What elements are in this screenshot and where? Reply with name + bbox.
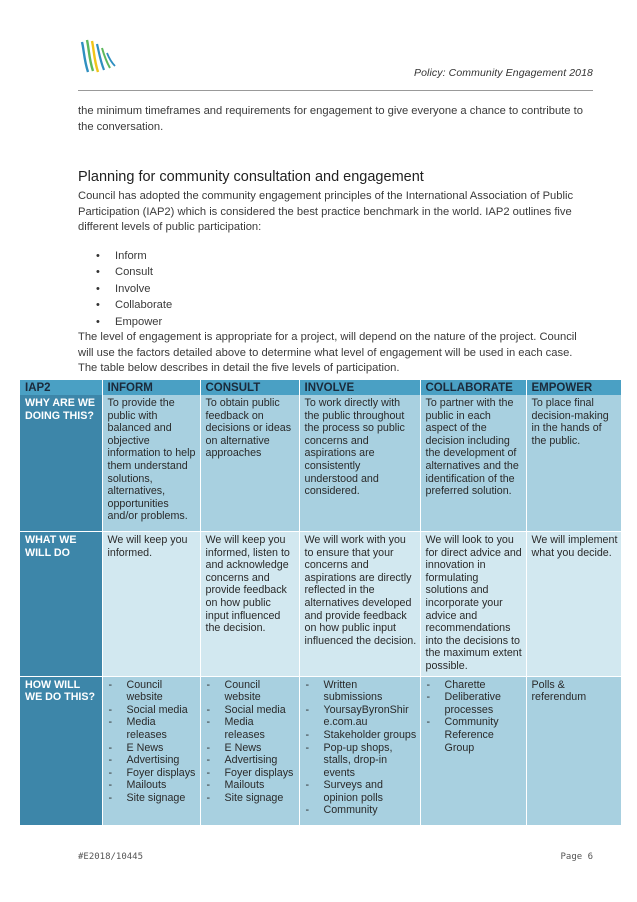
list-item: - Social media bbox=[206, 704, 296, 717]
list-item: - Site signage bbox=[108, 792, 197, 805]
list-item: - Community bbox=[305, 804, 417, 817]
list-item: - Deliberative processes bbox=[426, 691, 523, 716]
table-row bbox=[20, 395, 621, 532]
involve-methods-list bbox=[305, 679, 417, 818]
column-header: IAP2 bbox=[20, 380, 102, 395]
list-item: - Charette bbox=[426, 679, 523, 692]
table-cell: We will work with you to ensure that your concerns and aspirations are directly reflected in the alternatives developed and provide feedback on how public input influenced the decision. bbox=[299, 532, 420, 677]
list-item: - Media releases bbox=[108, 716, 197, 741]
page-content bbox=[78, 104, 593, 377]
iap2-intro-paragraph: Council has adopted the community engagement principles of the International Association of Public Participation (IAP2) which is considered the best practice benchmark in the world. IAP2 outlines five different levels of public participation: bbox=[78, 190, 574, 234]
iap2-table bbox=[20, 380, 622, 826]
table-cell bbox=[420, 676, 526, 825]
list-item: - Pop-up shops, stalls, drop-in events bbox=[305, 742, 417, 780]
row-header: HOW WILL WE DO THIS? bbox=[20, 676, 102, 825]
list-item: - Social media bbox=[108, 704, 197, 717]
consult-methods-list bbox=[206, 679, 296, 805]
table-cell: To provide the public with balanced and objective information to help them understand solutions, alternatives, opportunities and/or problems. bbox=[102, 395, 200, 532]
column-header: COLLABORATE bbox=[420, 380, 526, 395]
column-header: EMPOWER bbox=[526, 380, 621, 395]
inform-methods-list bbox=[108, 679, 197, 805]
collaborate-methods-list bbox=[426, 679, 523, 755]
table-header-row bbox=[20, 380, 621, 395]
list-item: - Surveys and opinion polls bbox=[305, 779, 417, 804]
list-item: - Advertising bbox=[206, 754, 296, 767]
table-row bbox=[20, 532, 621, 677]
header-divider bbox=[78, 90, 593, 91]
list-item: - E News bbox=[206, 742, 296, 755]
row-header: WHAT WE WILL DO bbox=[20, 532, 102, 677]
table-cell: We will keep you informed, listen to and acknowledge concerns and provide feedback on how public input influenced the decision. bbox=[200, 532, 299, 677]
list-item: - Mailouts bbox=[108, 779, 197, 792]
list-item: - Media releases bbox=[206, 716, 296, 741]
table-cell: Polls & referendum bbox=[526, 676, 621, 825]
document-title: Policy: Community Engagement 2018 bbox=[414, 67, 593, 79]
list-item: - YoursayByronShire.com.au bbox=[305, 704, 417, 729]
table-cell bbox=[200, 676, 299, 825]
list-item: • Inform bbox=[96, 248, 593, 264]
list-item: - Site signage bbox=[206, 792, 296, 805]
list-item: • Empower bbox=[96, 314, 593, 330]
list-item: - Stakeholder groups bbox=[305, 729, 417, 742]
table-cell: To place final decision-making in the hands of the public. bbox=[526, 395, 621, 532]
table-cell: We will implement what you decide. bbox=[526, 532, 621, 677]
table-cell: To partner with the public in each aspect of the decision including the development of alternatives and the identification of the preferred solution. bbox=[420, 395, 526, 532]
iap2-table-wrapper bbox=[20, 380, 621, 826]
list-item: - Written submissions bbox=[305, 679, 417, 704]
list-item: • Consult bbox=[96, 264, 593, 280]
list-item: - Community Reference Group bbox=[426, 716, 523, 754]
list-item: - Council website bbox=[206, 679, 296, 704]
column-header: INVOLVE bbox=[299, 380, 420, 395]
document-reference: #E2018/10445 bbox=[78, 852, 144, 862]
page-number: Page 6 bbox=[560, 852, 593, 862]
list-item: • Involve bbox=[96, 281, 593, 297]
list-item: - Foyer displays bbox=[206, 767, 296, 780]
continued-paragraph: the minimum timeframes and requirements for engagement to give everyone a chance to contribute to the conversation. bbox=[78, 105, 583, 133]
council-logo bbox=[78, 38, 118, 78]
table-cell bbox=[299, 676, 420, 825]
table-cell: To obtain public feedback on decisions or ideas on alternative approaches bbox=[200, 395, 299, 532]
table-cell: To work directly with the public throughout the process so public concerns and aspirations are consistently understood and considered. bbox=[299, 395, 420, 532]
participation-levels-list bbox=[78, 248, 593, 330]
table-row bbox=[20, 676, 621, 825]
list-item: - E News bbox=[108, 742, 197, 755]
row-header: WHY ARE WE DOING THIS? bbox=[20, 395, 102, 532]
list-item: - Mailouts bbox=[206, 779, 296, 792]
engagement-level-paragraph: The level of engagement is appropriate for a project, will depend on the nature of the project. Council will use the factors detailed above to determine what level of engagement will be used in each case. The table below describes in detail the five levels of participation. bbox=[78, 331, 577, 375]
table-cell bbox=[102, 676, 200, 825]
column-header: CONSULT bbox=[200, 380, 299, 395]
list-item: • Collaborate bbox=[96, 297, 593, 313]
section-heading: Planning for community consultation and engagement bbox=[78, 169, 424, 186]
list-item: - Council website bbox=[108, 679, 197, 704]
table-cell: We will look to you for direct advice and innovation in formulating solutions and incorporate your advice and recommendations into the decisions to the maximum extent possible. bbox=[420, 532, 526, 677]
list-item: - Foyer displays bbox=[108, 767, 197, 780]
column-header: INFORM bbox=[102, 380, 200, 395]
list-item: - Advertising bbox=[108, 754, 197, 767]
table-cell: We will keep you informed. bbox=[102, 532, 200, 677]
